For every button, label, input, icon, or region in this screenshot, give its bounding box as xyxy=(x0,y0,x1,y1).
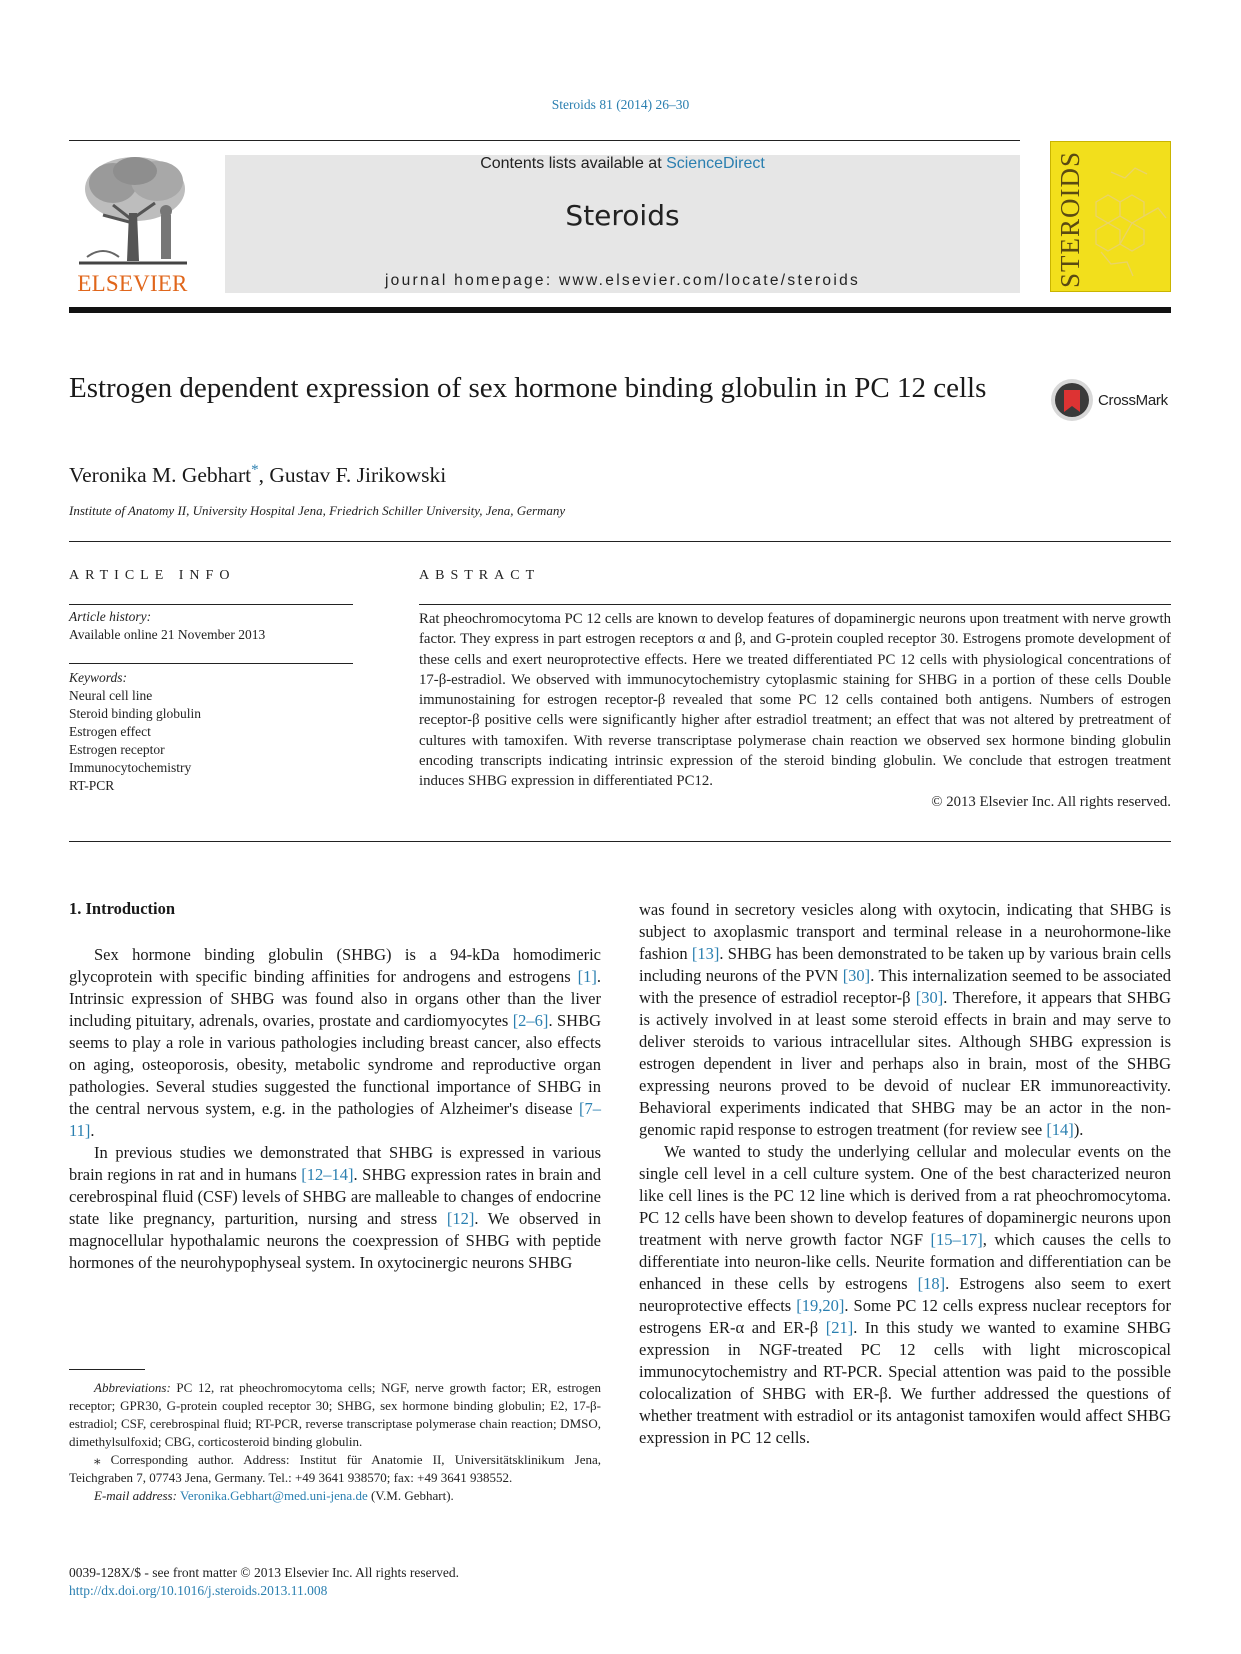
keyword: Estrogen receptor xyxy=(69,742,165,757)
paragraph xyxy=(69,944,601,1142)
text-run: . xyxy=(90,1121,95,1140)
keyword: Estrogen effect xyxy=(69,724,151,739)
contents-prefix: Contents lists available at xyxy=(480,155,667,172)
corresponding-author-text: Corresponding author. Address: Institut für Anatomie II, Universitätsklinikum Jena, Teichgraben 7, 07743 Jena, Germany. Tel.: +49 3641 938570; fax: +49 3641 938552. xyxy=(69,1452,601,1485)
keyword: Steroid binding globulin xyxy=(69,706,202,721)
text-run: . Estrogens also seem to exert neuroprotective effects xyxy=(639,1274,1171,1315)
cover-title: STEROIDS xyxy=(1055,150,1085,288)
abstract-copyright: © 2013 Elsevier Inc. All rights reserved. xyxy=(931,793,1171,810)
article-history xyxy=(69,608,265,644)
front-matter xyxy=(69,1564,459,1600)
email-label: E-mail address: xyxy=(94,1488,177,1503)
left-column xyxy=(69,944,601,1274)
right-column xyxy=(639,899,1171,1449)
crossmark-icon xyxy=(1050,378,1094,422)
text-run: . Therefore, it appears that SHBG is actively involved in at least some steroid effects in brain and may serve to deliver steroids to various intracellular sites. Although SHBG expression is estrogen dependent in liver and perhaps also in brain, most of the SHBG expressing neurons proved to be devoid of nuclear ER immunoreactivity. Behavioral experiments indicated that SHBG may be an actor in the non-genomic rapid response to estrogen treatment (for review see xyxy=(639,988,1171,1139)
author-list xyxy=(69,462,446,488)
citation-link[interactable]: [12] xyxy=(446,1209,475,1228)
masthead-top-rule xyxy=(69,140,1020,141)
journal-homepage[interactable]: journal homepage: www.elsevier.com/locate/steroids xyxy=(384,272,861,289)
citation-link[interactable]: [21] xyxy=(825,1318,854,1337)
text-run: . Intrinsic expression of SHBG was found also in organs other than the liver including pituitary, adrenals, ovaries, prostate and cardiomyocytes xyxy=(69,967,601,1030)
text-run: . SHBG has been demonstrated to be taken up by various brain cells including neurons of the PVN xyxy=(639,944,1171,985)
citation-link[interactable]: [19,20] xyxy=(796,1296,845,1315)
text-run: was found in secretory vesicles along with oxytocin, indicating that SHBG is subject to axoplasmic transport and terminal release in a neurohormone-like fashion xyxy=(639,900,1171,963)
crossmark-label: CrossMark xyxy=(1098,392,1168,409)
footnote-mark: ⁎ xyxy=(94,1452,101,1467)
footnote-rule xyxy=(69,1369,145,1370)
footnotes xyxy=(69,1379,601,1505)
sciencedirect-link[interactable]: ScienceDirect xyxy=(666,155,765,172)
text-run: . SHBG seems to play a role in various pathologies including breast cancer, also effects on aging, osteoporosis, obesity, metabolic syndrome and reproductive organ pathologies. Several studies suggested the functional importance of SHBG in the central nervous system, e.g. in the pathologies of Alzheimer's disease xyxy=(69,1011,602,1118)
journal-citation[interactable]: Steroids 81 (2014) 26–30 xyxy=(551,97,690,112)
elsevier-wordmark: ELSEVIER xyxy=(77,271,188,296)
abstract-body: Rat pheochromocytoma PC 12 cells are known to develop features of dopaminergic neurons upon treatment with nerve growth factor. They express in part estrogen receptors α and β, and G-protein coupled receptor 30. Estrogens promote development of these cells and exert neuroprotective effects. Here we treated differentiated PC 12 cells with physiological concentrations of 17-β-estradiol. We observed with immunocytochemistry cytoplasmic staining for SHBG in a portion of these cells Double immunostaining for estrogen receptor-β revealed that some PC 12 cells contained both antigens. Numbers of estrogen receptor-β positive cells were significantly higher after estradiol treatment; an effect that was not altered by pretreatment of cultures with tamoxifen. With reverse transcriptase polymerase chain reaction we observed sex hormone binding globulin encoding transcripts indicating intrinsic expression of the steroid binding globulin. We conclude that estrogen treatment induces SHBG expression in differentiated PC12. xyxy=(419,611,1171,790)
keyword: Neural cell line xyxy=(69,688,153,703)
text-run: In previous studies we demonstrated that SHBG is expressed in various brain regions in rat and in humans xyxy=(69,1143,601,1184)
keyword: RT-PCR xyxy=(69,778,115,793)
divider xyxy=(69,841,1171,842)
email-suffix: (V.M. Gebhart). xyxy=(367,1488,454,1503)
text-run: . In this study we wanted to examine SHBG expression in NGF-treated PC 12 cells with light microscopical immunocytochemistry and RT-PCR. Special attention was paid to the possible colocalization of SHBG with ER-β. We further addressed the questions of whether treatment with estradiol or its antagonist tamoxifen would affect SHBG expression in PC 12 cells. xyxy=(639,1318,1171,1447)
text-run: ). xyxy=(1073,1120,1084,1139)
divider xyxy=(69,541,1171,542)
abstract-text xyxy=(419,609,1171,812)
journal-banner xyxy=(225,155,1020,293)
citation-link[interactable]: [2–6] xyxy=(512,1011,549,1030)
paragraph xyxy=(639,1141,1171,1449)
text-run: Sex hormone binding globulin (SHBG) is a 94-kDa homodimeric glycoprotein with specific binding affinities for androgens and estrogens xyxy=(69,945,601,986)
citation-link[interactable]: [1] xyxy=(577,967,597,986)
crossmark-badge[interactable] xyxy=(1050,378,1178,422)
abbreviations-footnote xyxy=(69,1379,601,1451)
email-link[interactable]: Veronika.Gebhart@med.uni-jena.de xyxy=(179,1488,368,1503)
corresponding-author-footnote xyxy=(69,1451,601,1487)
citation-link[interactable]: [12–14] xyxy=(301,1165,354,1184)
issn-line: 0039-128X/$ - see front matter © 2013 Elsevier Inc. All rights reserved. xyxy=(69,1565,460,1580)
email-footnote xyxy=(69,1487,601,1505)
elsevier-tree-icon xyxy=(73,153,193,271)
citation-link[interactable]: [18] xyxy=(917,1274,946,1293)
author-name: Gustav F. Jirikowski xyxy=(269,463,447,488)
citation-link[interactable]: [30] xyxy=(842,966,871,985)
divider xyxy=(419,604,1171,605)
abstract-heading: ABSTRACT xyxy=(419,568,541,583)
citation-link[interactable]: [30] xyxy=(915,988,944,1007)
author-name: Veronika M. Gebhart xyxy=(69,463,252,488)
article-info-heading: ARTICLE INFO xyxy=(69,568,236,583)
abbreviations-label: Abbreviations: xyxy=(94,1380,171,1395)
keywords-block xyxy=(69,669,201,795)
text-run: , which causes the cells to differentiate into neuron-like cells. Neurite formation and differentiation can be enhanced in these cells by estrogens xyxy=(639,1230,1171,1293)
elsevier-logo xyxy=(69,153,196,295)
paragraph xyxy=(69,1142,601,1274)
journal-name: Steroids xyxy=(565,199,680,232)
divider xyxy=(69,604,353,605)
divider xyxy=(69,663,353,664)
author-affiliation: Institute of Anatomy II, University Hospital Jena, Friedrich Schiller University, Jena, Germany xyxy=(69,503,566,518)
abbreviations-text: PC 12, rat pheochromocytoma cells; NGF, nerve growth factor; ER, estrogen receptor; GPR30, G-protein coupled receptor 30; SHBG, sex hormone binding globulin; E2, 17-β-estradiol; CSF, cerebrospinal fluid; RT-PCR, reverse transcriptase polymerase chain reaction; DMSO, dimethylsulfoxid; CBG, corticosteroid binding globulin. xyxy=(69,1380,601,1449)
text-run: We wanted to study the underlying cellular and molecular events on the single cell level in a cell culture system. One of the best characterized neuron like cell lines is the PC 12 line which is derived from a rat pheochromocytoma. PC 12 cells have been shown to develop features of dopaminergic neurons upon treatment with nerve growth factor NGF xyxy=(639,1142,1171,1249)
text-run: . We observed in magnocellular hypothalamic neurons the coexpression of SHBG with peptide hormones of the neurohypophyseal system. In oxytocinergic neurons SHBG xyxy=(69,1209,601,1272)
article-title: Estrogen dependent expression of sex hormone binding globulin in PC 12 cells xyxy=(69,372,987,404)
citation-link[interactable]: [7–11] xyxy=(69,1099,601,1140)
article-history-value: Available online 21 November 2013 xyxy=(69,627,266,642)
masthead-bottom-rule xyxy=(69,307,1171,313)
keywords-label: Keywords: xyxy=(69,670,127,685)
doi-link[interactable]: http://dx.doi.org/10.1016/j.steroids.2013.11.008 xyxy=(69,1583,328,1598)
corresponding-author-mark[interactable]: * xyxy=(251,462,259,478)
citation-link[interactable]: [15–17] xyxy=(930,1230,983,1249)
citation-link[interactable]: [13] xyxy=(691,944,720,963)
contents-available-line xyxy=(225,155,1020,173)
paragraph xyxy=(639,899,1171,1141)
article-history-label: Article history: xyxy=(69,609,152,624)
keyword: Immunocytochemistry xyxy=(69,760,192,775)
section-heading-introduction: 1. Introduction xyxy=(69,899,176,918)
text-run: . This internalization seemed to be associated with the presence of estradiol receptor-β xyxy=(639,966,1171,1007)
journal-cover-thumbnail xyxy=(1050,141,1171,292)
citation-link[interactable]: [14] xyxy=(1046,1120,1074,1139)
author-separator: , xyxy=(258,463,270,488)
text-run: . Some PC 12 cells express nuclear receptors for estrogens ER-α and ER-β xyxy=(639,1296,1171,1337)
text-run: . SHBG expression rates in brain and cerebrospinal fluid (CSF) levels of SHBG are malleable to changes of endocrine state like pregnancy, parturition, nursing and stress xyxy=(69,1165,602,1228)
